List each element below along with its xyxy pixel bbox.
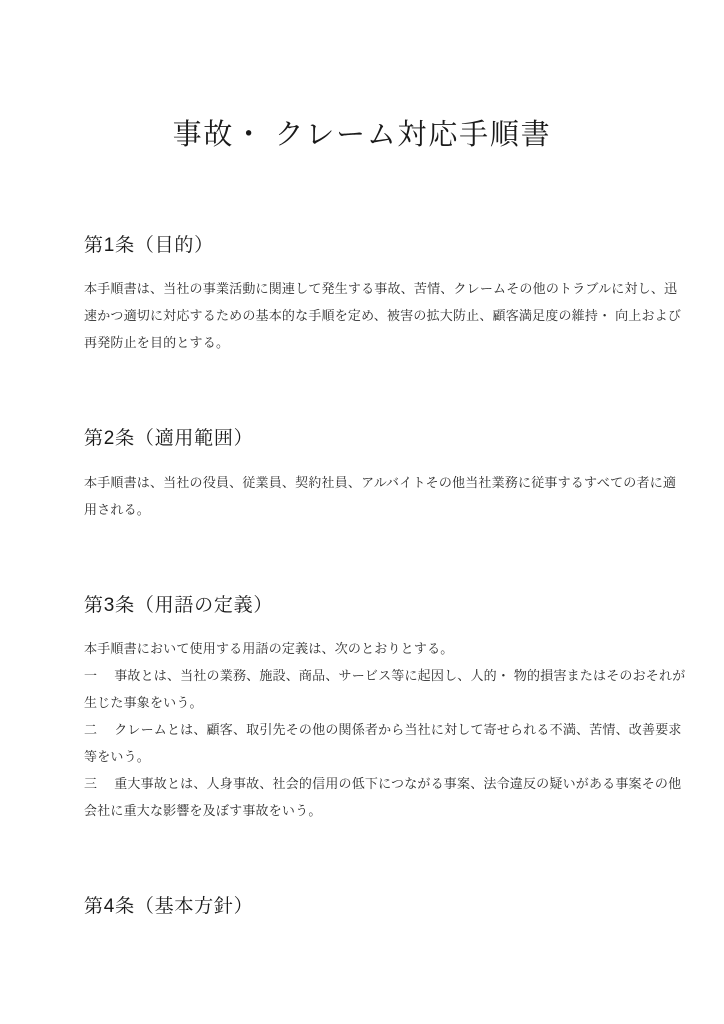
clause-line: 三 重大事故とは、人身事故、社会的信用の低下につながる事案、法令違反の疑いがある事案その他 [84,776,682,792]
body-line: 速かつ適切に対応するための基本的な手順を定め、被害の拡大防止、顧客満足度の維持・ 向上および [84,308,682,324]
article-heading-3: 第3条（用語の定義） [84,594,274,616]
article-heading-2: 第2条（適用範囲） [84,428,254,450]
clause-line: 一 事故とは、当社の業務、施設、商品、サービス等に起因し、人的・ 物的損害またはそのおそれが [84,668,686,684]
article-section-1 [84,233,682,357]
body-line: 生じた事象をいう。 [84,695,203,711]
body-line: 等をいう。 [84,749,150,765]
page-title: 事故・ クレーム対応手順書 [172,119,552,151]
article-heading-1: 第1条（目的） [84,234,214,256]
body-line: 会社に重大な影響を及ぼす事故をいう。 [84,803,322,819]
article-section-3 [84,593,686,825]
article-section-4 [84,894,640,921]
article-body-3 [84,635,686,824]
body-line: 用される。 [84,501,150,517]
body-line: 本手順書は、当社の役員、従業員、契約社員、アルバイトその他当社業務に従事するすべての者に適 [84,474,677,490]
body-line: 本手順書において使用する用語の定義は、次のとおりとする。 [84,641,454,657]
clause-line: 二 クレームとは、顧客、取引先その他の関係者から当社に対して寄せられる不満、苦情、改善要求 [84,722,682,738]
article-section-2 [84,426,677,523]
article-body-1 [84,275,682,356]
article-body-2 [84,469,677,523]
article-heading-4: 第4条（基本方針） [84,896,254,918]
body-line: 本手順書は、当社の事業活動に関連して発生する事故、苦情、クレームその他のトラブルに対し、迅 [84,281,678,297]
body-line: 再発防止を目的とする。 [84,335,230,351]
